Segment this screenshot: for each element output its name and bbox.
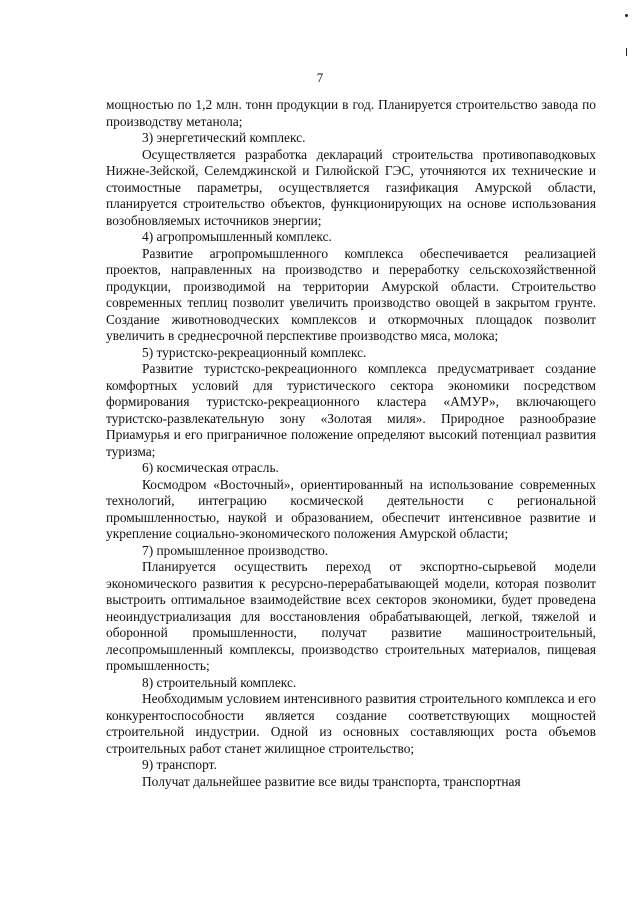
- scan-tick-mark: [626, 48, 627, 56]
- section-heading: 7) промышленное производство.: [142, 542, 329, 558]
- section-heading: 5) туристско-рекреационный комплекс.: [142, 344, 367, 360]
- paragraph: Осуществляется разработка деклараций строительства противопаводковых Нижне-Зейской, Селемджинской и Гилюйской ГЭС, уточняются их технические и стоимостные параметры, осуществляется газификация Амурской области, планируется строительство объектов, функционирующих на основе использования возобновляемых источников энергии;: [106, 146, 596, 228]
- page-number: 7: [316, 70, 324, 85]
- scan-dot-mark: [625, 14, 628, 17]
- section-heading: 3) энергетический комплекс.: [142, 130, 306, 145]
- paragraph: Космодром «Восточный», ориентированный на использование современных технологий, интеграцию космической деятельности с региональной промышленностью, наукой и образованием, обеспечит интенсивное развитие и укрепление социально-экономического положения Амурской области;: [106, 476, 596, 541]
- paragraph: Получат дальнейшее развитие все виды транспорта, транспортная: [142, 773, 521, 789]
- section-heading: 8) строительный комплекс.: [142, 674, 297, 690]
- paragraph: Планируется осуществить переход от экспортно-сырьевой модели экономического развития к ресурсно-перерабатывающей модели, которая позволит выстроить оптимальное взаимодействие всех секторов экономики, будет проведена неоиндустриализация для восстановления обрабатывающей, легкой, тяжелой и оборонной промышленности, получат развитие машиностроительный, лесопромышленный комплексы, производство строительных материалов, пищевая промышленность;: [106, 559, 596, 673]
- paragraph: Необходимым условием интенсивного развития строительного комплекса и его конкурентоспособности является создание соответствующих мощностей строительной индустрии. Одной из основных составляющих роста объемов строительных работ станет жилищное строительство;: [106, 691, 596, 756]
- paragraph: Развитие туристско-рекреационного комплекса предусматривает создание комфортных условий для туристического сектора экономики посредством формирования туристско-рекреационного кластера «АМУР», включающего туристско-развлекательную зону «Золотая миля». Природное разнообразие Приамурья и его приграничное положение определяют высокий потенциал развития туризма;: [106, 361, 596, 459]
- scan-marks: [616, 8, 630, 68]
- paragraph: Развитие агропромышленного комплекса обеспечивается реализацией проектов, направленных на производство и переработку сельскохозяйственной продукции, производимой на территории Амурской области. Строительство современных теплиц позволит увеличить производство овощей в закрытом грунте. Создание животноводческих комплексов и откормочных площадок позволит увеличить в среднесрочной перспективе производство мяса, молока;: [106, 245, 596, 343]
- section-heading: 4) агропромышленный комплекс.: [142, 229, 332, 244]
- document-body: [106, 97, 596, 790]
- section-heading: 6) космическая отрасль.: [142, 460, 279, 475]
- section-heading: 9) транспорт.: [142, 757, 217, 772]
- paragraph: мощностью по 1,2 млн. тонн продукции в год. Планируется строительство завода по производству метанола;: [106, 97, 596, 129]
